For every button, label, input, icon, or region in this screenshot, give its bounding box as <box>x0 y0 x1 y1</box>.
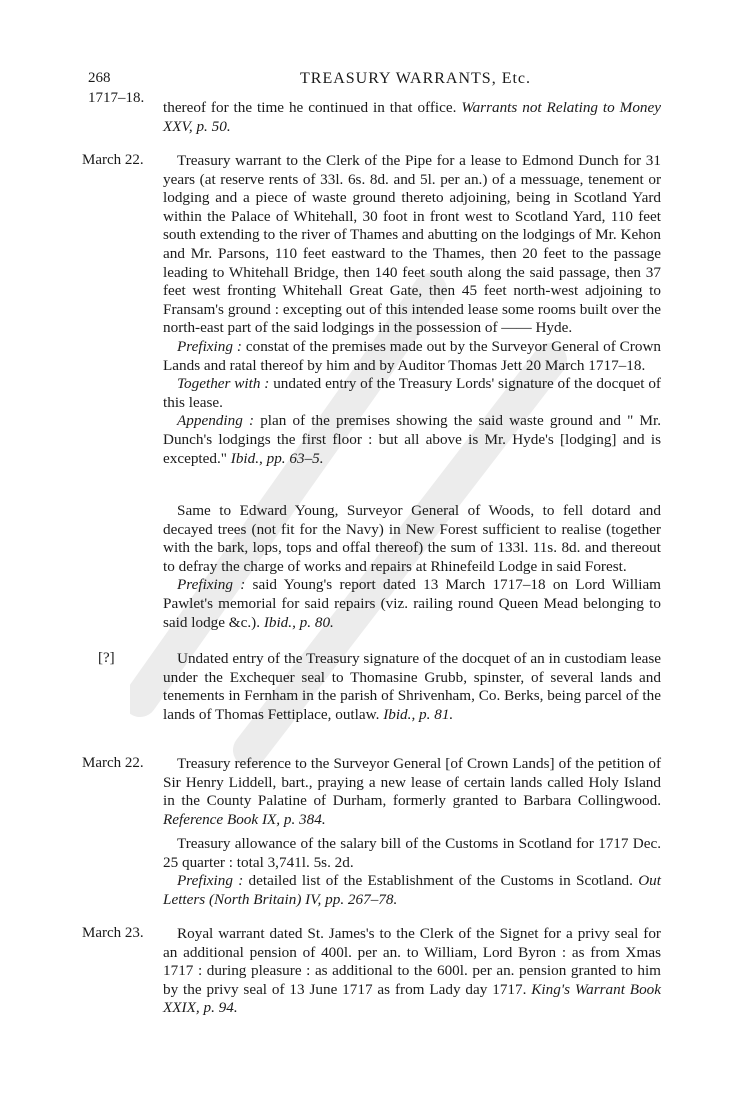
entry-date: March 22. <box>82 152 144 168</box>
running-title: TREASURY WARRANTS, Etc. <box>300 70 532 87</box>
paragraph-text: detailed list of the Establishment of the Customs in Scotland. <box>248 872 633 890</box>
entry-paragraph <box>163 338 661 375</box>
entry-paragraph <box>163 502 661 576</box>
paragraph-text: Treasury reference to the Surveyor General [of Crown Lands] of the petition of Sir Henry Liddell, bart., praying a new lease of certain lands called Holy Island in the County Palatine of Durham, formerly granted to Barbara Collingwood. <box>163 755 661 810</box>
entry-paragraph <box>163 412 661 468</box>
entry-body <box>163 835 661 909</box>
source-reference: Ibid., p. 80. <box>263 613 334 631</box>
entry-paragraph <box>163 650 661 724</box>
entry-body <box>163 755 661 829</box>
source-reference: Ibid., pp. 63–5. <box>230 449 324 467</box>
entry-paragraph <box>163 576 661 632</box>
paragraph-lead: Prefixing : <box>177 576 246 594</box>
source-reference: King's Warrant Book XXIX, p. 94. <box>163 980 662 1017</box>
source-reference: Ibid., p. 81. <box>383 705 454 723</box>
entry-paragraph <box>163 925 661 1018</box>
paragraph-text: thereof for the time he continued in that office. <box>163 99 457 116</box>
paragraph-lead: Prefixing : <box>177 872 244 890</box>
paragraph-text: Treasury warrant to the Clerk of the Pipe for a lease to Edmond Dunch for 31 years (at reserve rents of 33l. 6s. 8d. and 5l. per an.) of a messuage, tenement or lodging and a piece of waste ground thereto adjoining, being in Scotland Yard within the Palace of Whitehall, 30 foot in front west to Scotland Yard, 110 feet south extending to the river of Thames and abutting on the lodgings of Mr. Kehon and Mr. Parsons, 110 feet eastward to the Thames, then 20 feet to the passage leading to Whitehall Bridge, then 140 feet south along the said passage, then 37 feet west fronting Whitehall Great Gate, then 45 feet north-west adjoining to Fransam's ground : excepting out of this intended lease some rooms built over the north-east part of the said lodgings in the possession of —— Hyde. <box>163 152 661 337</box>
page-number: 268 <box>88 70 111 86</box>
entry-body <box>163 152 661 468</box>
entry-date: [?] <box>98 650 115 666</box>
margin-year: 1717–18. <box>88 90 145 106</box>
entry-body <box>163 502 661 632</box>
entry-paragraph <box>163 835 661 872</box>
paragraph-text: undated entry of the Treasury Lords' signature of the docquet of this lease. <box>163 375 661 411</box>
entry-paragraph <box>163 99 661 136</box>
paragraph-text: Royal warrant dated St. James's to the Clerk of the Signet for a privy seal for an additional pension of 400l. per an. to William, Lord Byron : as from Xmas 1717 : during pleasure : as additional to the 600l. per an. pension granted to him by the privy seal of 13 June 1717 as from Lady day 1717. <box>163 925 661 998</box>
entry-body <box>163 99 661 136</box>
entry-paragraph <box>163 755 661 829</box>
entry-date: March 22. <box>82 755 144 771</box>
source-reference: Out Letters (North Britain) IV, pp. 267–78. <box>163 872 661 908</box>
entry-paragraph <box>163 872 661 909</box>
paragraph-lead: Appending : <box>177 412 255 430</box>
paragraph-lead: Prefixing : <box>177 337 242 355</box>
paragraph-text: plan of the premises showing the said waste ground and " Mr. Dunch's lodgings the first floor : but all above is Mr. Hyde's [lodging] and is excepted." <box>163 412 662 467</box>
paragraph-text: said Young's report dated 13 March 1717–18 on Lord William Pawlet's memorial for said repairs (viz. railing round Queen Mead belonging to said lodge &c.). <box>163 576 661 631</box>
paragraph-text: Treasury allowance of the salary bill of the Customs in Scotland for 1717 Dec. 25 quarter : total 3,741l. 5s. 2d. <box>163 835 661 871</box>
entry-paragraph <box>163 375 661 412</box>
source-reference: Reference Book IX, p. 384. <box>163 810 326 828</box>
paragraph-text: constat of the premises made out by the Surveyor General of Crown Lands and ratal thereof by him and by Auditor Thomas Jett 20 March 1717–18. <box>163 337 662 374</box>
entry-paragraph <box>163 152 661 338</box>
entry-body <box>163 650 661 724</box>
source-reference: Warrants not Relating to Money XXV, p. 50. <box>163 99 661 135</box>
entry-body <box>163 925 661 1018</box>
paragraph-text: Undated entry of the Treasury signature of the docquet of an in custodiam lease under the Exchequer seal to Thomasine Grubb, spinster, of several lands and tenements in Fernham in the parish of Shrivenham, Co. Berks, being parcel of the lands of Thomas Fettiplace, outlaw. <box>163 650 661 723</box>
paragraph-lead: Together with : <box>177 375 270 393</box>
paragraph-text: Same to Edward Young, Surveyor General of Woods, to fell dotard and decayed trees (not fit for the Navy) in New Forest sufficient to realise (together with the bark, lops, tops and offal thereof) the sum of 133l. 11s. 8d. and thereout to defray the charge of works and repairs at Rhinefeild Lodge in said Forest. <box>163 502 661 575</box>
entry-date: March 23. <box>82 925 144 941</box>
